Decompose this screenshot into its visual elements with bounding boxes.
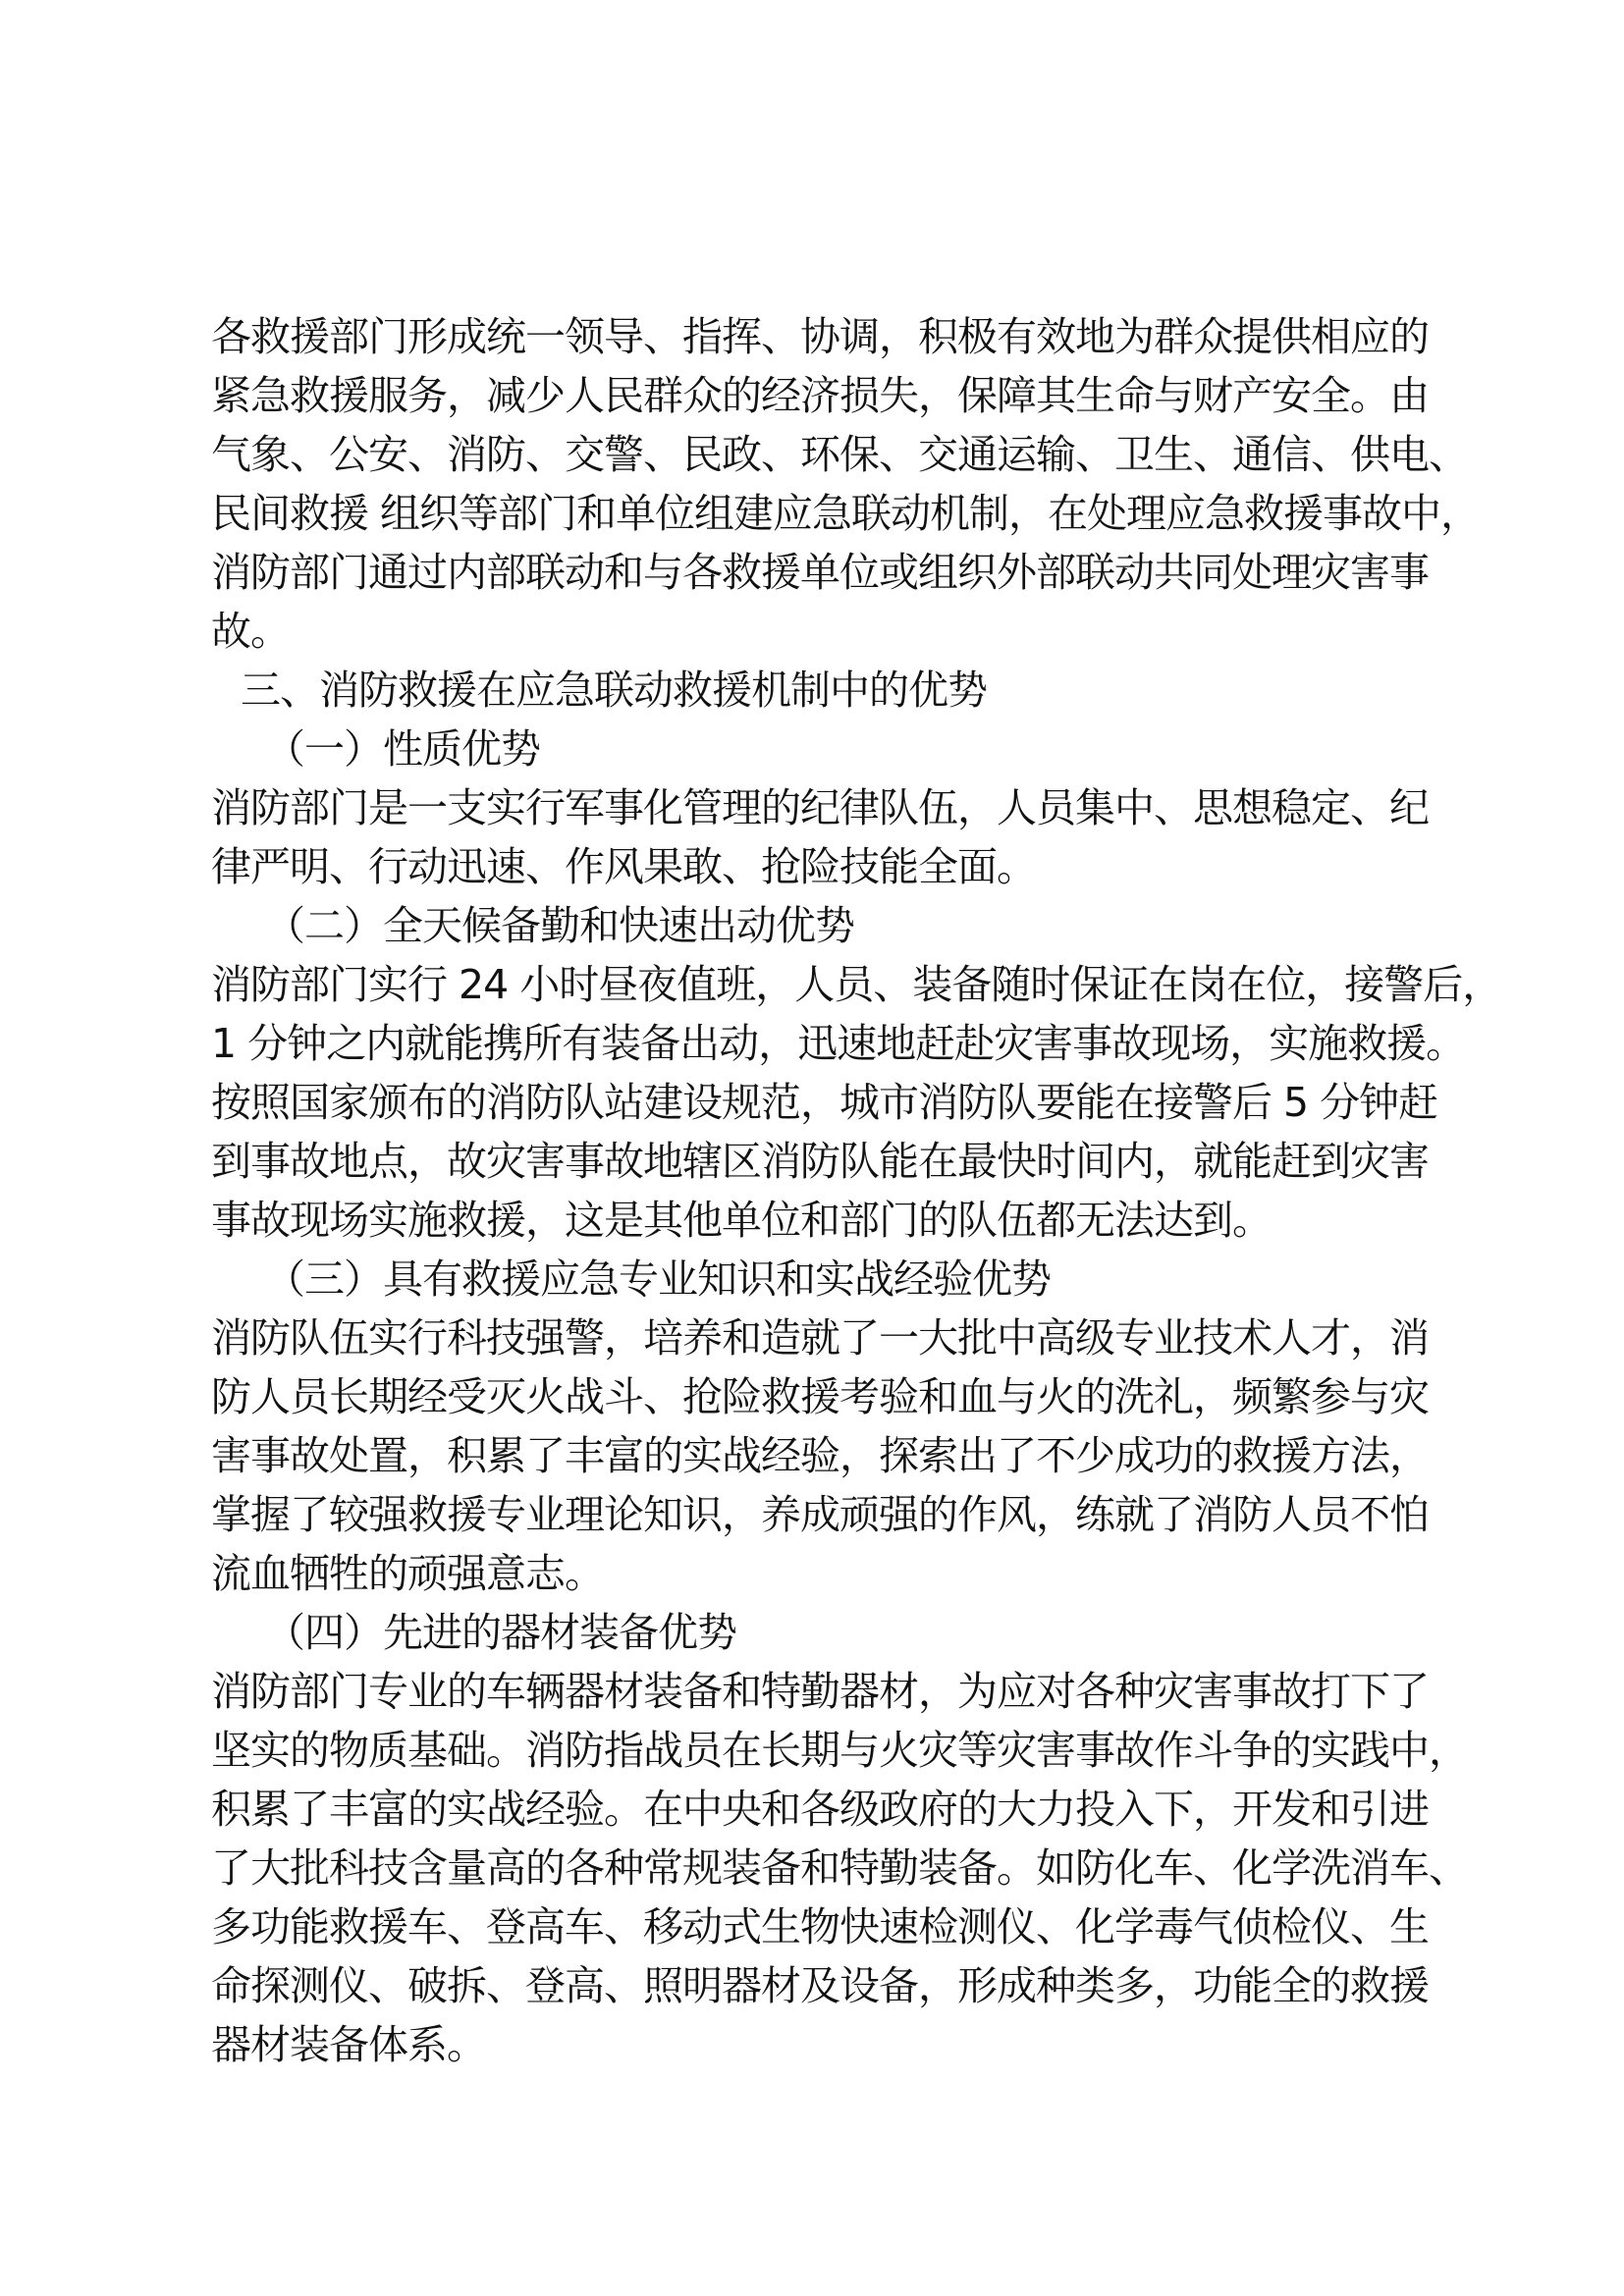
paragraph-line: 紧急救援服务，减少人民群众的经济损失，保障其生命与财产安全。由: [211, 372, 1429, 419]
paragraph-line: 多功能救援车、登高车、移动式生物快速检测仪、化学毒气侦检仪、生: [211, 1903, 1429, 1950]
paragraph-line: 各救援部门形成统一领导、指挥、协调，积极有效地为群众提供相应的: [211, 313, 1429, 360]
paragraph-line: 气象、公安、消防、交警、民政、环保、交通运输、卫生、通信、供电、: [211, 431, 1468, 478]
paragraph-line: 律严明、行动迅速、作风果敢、抢险技能全面。: [211, 843, 1036, 890]
paragraph-line: 害事故处置，积累了丰富的实战经验，探索出了不少成功的救援方法，: [211, 1432, 1429, 1479]
paragraph-line: 掌握了较强救援专业理论知识，养成顽强的作风，练就了消防人员不怕: [211, 1491, 1429, 1538]
subsection-heading: （二）全天候备勤和快速出动优势: [265, 902, 854, 949]
paragraph-line: 1 分钟之内就能携所有装备出动，迅速地赶赴灾害事故现场，实施救援。: [211, 1020, 1466, 1067]
paragraph-line: 消防部门是一支实行军事化管理的纪律队伍，人员集中、思想稳定、纪: [211, 784, 1429, 831]
paragraph-line: 到事故地点，故灾害事故地辖区消防队能在最快时间内，就能赶到灾害: [211, 1138, 1429, 1185]
paragraph-line: 事故现场实施救援，这是其他单位和部门的队伍都无法达到。: [211, 1197, 1272, 1244]
subsection-heading: （一）性质优势: [265, 725, 540, 773]
paragraph-line: 故。: [211, 608, 290, 655]
paragraph-line: 消防部门通过内部联动和与各救援单位或组织外部联动共同处理灾害事: [211, 549, 1429, 596]
paragraph-line: 积累了丰富的实战经验。在中央和各级政府的大力投入下，开发和引进: [211, 1786, 1429, 1833]
section-heading: 三、消防救援在应急联动救援机制中的优势: [241, 667, 987, 714]
paragraph-line: 防人员长期经受灭火战斗、抢险救援考验和血与火的洗礼，频繁参与灾: [211, 1373, 1429, 1420]
paragraph-line: 坚实的物质基础。消防指战员在长期与火灾等灾害事故作斗争的实践中，: [211, 1727, 1468, 1774]
subsection-heading: （四）先进的器材装备优势: [265, 1609, 736, 1656]
paragraph-line: 消防部门专业的车辆器材装备和特勤器材，为应对各种灾害事故打下了: [211, 1668, 1429, 1715]
paragraph-line: 器材装备体系。: [211, 2021, 486, 2068]
paragraph-line: 按照国家颁布的消防队站建设规范，城市消防队要能在接警后 5 分钟赶: [211, 1079, 1438, 1126]
subsection-heading: （三）具有救援应急专业知识和实战经验优势: [265, 1255, 1051, 1303]
paragraph-line: 了大批科技含量高的各种常规装备和特勤装备。如防化车、化学洗消车、: [211, 1844, 1468, 1892]
paragraph-line: 命探测仪、破拆、登高、照明器材及设备，形成种类多，功能全的救援: [211, 1962, 1429, 2009]
paragraph-line: 民间救援 组织等部门和单位组建应急联动机制，在处理应急救援事故中，: [211, 490, 1481, 537]
paragraph-line: 流血牺牲的顽强意志。: [211, 1550, 604, 1597]
paragraph-line: 消防队伍实行科技强警，培养和造就了一大批中高级专业技术人才，消: [211, 1314, 1429, 1362]
paragraph-line: 消防部门实行 24 小时昼夜值班，人员、装备随时保证在岗在位，接警后，: [211, 961, 1502, 1008]
